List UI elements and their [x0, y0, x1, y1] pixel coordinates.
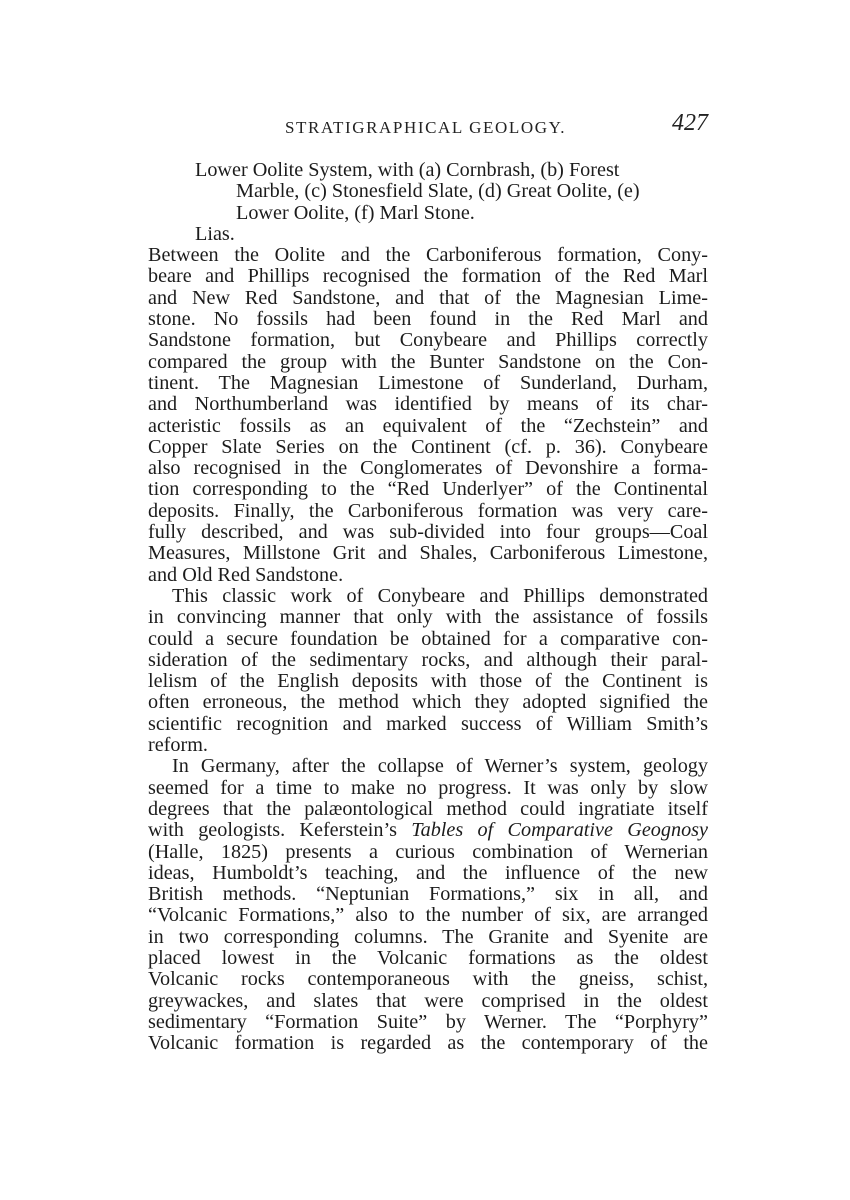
text-line: stone. No fossils had been found in the Red Marl and: [148, 308, 708, 331]
book-title: Tables of Comparative Geognosy: [411, 819, 708, 842]
formation-list-line: Lower Oolite System, with (a) Cornbrash, (b) Forest: [195, 159, 620, 181]
text-line: Sandstone formation, but Conybeare and Phillips correctly: [148, 329, 708, 352]
text-line: also recognised in the Conglomerates of Devonshire a forma-: [148, 457, 708, 480]
text-line: and Northumberland was identified by means of its char-: [148, 393, 708, 416]
text-line: in convincing manner that only with the assistance of fossils: [148, 606, 708, 629]
text-line: (Halle, 1825) presents a curious combination of Wernerian: [148, 840, 708, 863]
text-line: This classic work of Conybeare and Phillips demonstrated: [172, 584, 708, 607]
text-line: often erroneous, the method which they adopted signified the: [148, 691, 708, 714]
text-line: Copper Slate Series on the Continent (cf. p. 36). Conybeare: [148, 435, 708, 458]
text-line: could a secure foundation be obtained for a comparative con-: [148, 627, 708, 650]
body-text: [148, 160, 708, 1054]
text-segment: with geologists. Keferstein’s: [148, 819, 412, 842]
text-line: tion corresponding to the “Red Underlyer” of the Continental: [148, 478, 708, 501]
text-line: Volcanic rocks contemporaneous with the gneiss, schist,: [148, 968, 708, 991]
text-line: acteristic fossils as an equivalent of the “Zechstein” and: [148, 414, 708, 437]
text-line: tinent. The Magnesian Limestone of Sunderland, Durham,: [148, 371, 708, 394]
text-line: greywackes, and slates that were comprised in the oldest: [148, 989, 708, 1012]
text-line: degrees that the palæontological method could ingratiate itself: [148, 797, 708, 820]
text-line: sideration of the sedimentary rocks, and although their paral-: [148, 648, 708, 671]
text-line: deposits. Finally, the Carboniferous formation was very care-: [148, 499, 708, 522]
formation-list: [148, 160, 708, 245]
text-line: Volcanic formation is regarded as the contemporary of the: [148, 1032, 708, 1055]
text-line: and New Red Sandstone, and that of the Magnesian Lime-: [148, 286, 708, 309]
paragraph-1: [148, 245, 708, 586]
text-line: Measures, Millstone Grit and Shales, Carboniferous Limestone,: [148, 542, 708, 565]
text-line: in two corresponding columns. The Granite and Syenite are: [148, 925, 708, 948]
formation-list-line: Lower Oolite, (f) Marl Stone.: [236, 201, 475, 224]
text-line: reform.: [148, 734, 208, 757]
formation-list-line: Marble, (c) Stonesfield Slate, (d) Great Oolite, (e): [236, 180, 640, 203]
text-line: sedimentary “Formation Suite” by Werner. The “Porphyry”: [148, 1010, 708, 1033]
paragraph-2: [148, 586, 708, 756]
text-line: seemed for a time to make no progress. It was only by slow: [148, 776, 708, 799]
page-number: 427: [672, 110, 708, 136]
text-line: British methods. “Neptunian Formations,” six in all, and: [148, 883, 708, 906]
text-line: fully described, and was sub-divided into four groups—Coal: [148, 521, 708, 544]
formation-list-line: Lias.: [195, 222, 235, 245]
text-line: “Volcanic Formations,” also to the number of six, are arranged: [148, 904, 708, 927]
text-line: Between the Oolite and the Carboniferous formation, Cony-: [148, 244, 708, 267]
text-line: [148, 820, 708, 841]
text-line: and Old Red Sandstone.: [148, 563, 344, 586]
text-line: scientific recognition and marked success of William Smith’s: [148, 712, 708, 735]
running-head: STRATIGRAPHICAL GEOLOGY.: [285, 118, 567, 137]
paragraph-3: [148, 756, 708, 1054]
text-line: ideas, Humboldt’s teaching, and the influence of the new: [148, 861, 708, 884]
text-line: In Germany, after the collapse of Werner’s system, geology: [172, 755, 708, 778]
text-line: compared the group with the Bunter Sandstone on the Con-: [148, 350, 708, 373]
text-line: placed lowest in the Volcanic formations as the oldest: [148, 946, 708, 969]
text-line: lelism of the English deposits with those of the Continent is: [148, 670, 708, 693]
text-line: beare and Phillips recognised the formation of the Red Marl: [148, 265, 708, 288]
